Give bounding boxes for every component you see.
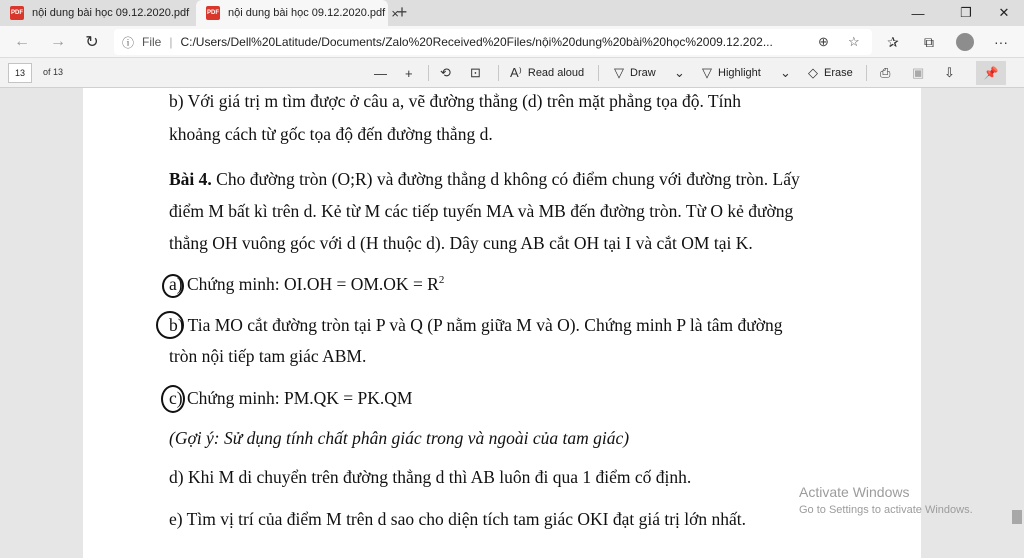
favorites-icon[interactable]: ✰ bbox=[887, 33, 899, 50]
fit-page-button[interactable] bbox=[470, 63, 487, 83]
rotate-icon: ⟲ bbox=[440, 65, 451, 80]
pdf-file-icon: PDF bbox=[10, 6, 24, 20]
avatar[interactable] bbox=[956, 33, 974, 51]
doc-line: d) Khi M di chuyển trên đường thẳng d thì AB luôn đi qua 1 điểm cố định. bbox=[169, 467, 692, 487]
draw-label: Draw bbox=[630, 67, 656, 79]
vertical-scrollbar[interactable] bbox=[1010, 88, 1024, 544]
read-aloud-label: Read aloud bbox=[527, 67, 585, 79]
toolbar-divider bbox=[598, 65, 599, 81]
erase-label: Erase bbox=[824, 67, 853, 79]
item-marker: c) bbox=[169, 388, 183, 408]
read-aloud-button[interactable] bbox=[510, 63, 584, 83]
scrollbar-thumb[interactable] bbox=[1012, 510, 1022, 524]
page-number-input[interactable]: 13 bbox=[8, 63, 32, 83]
refresh-button[interactable]: ↻ bbox=[85, 34, 99, 51]
pin-toolbar-button[interactable] bbox=[976, 61, 1006, 85]
fit-page-icon: ⊡ bbox=[470, 65, 481, 80]
item-text: Chứng minh: OI.OH = OM.OK = R bbox=[186, 274, 439, 294]
doc-line: tròn nội tiếp tam giác ABM. bbox=[169, 346, 367, 366]
favorite-star-icon[interactable]: ☆ bbox=[848, 34, 860, 49]
restore-button[interactable]: ❐ bbox=[960, 5, 972, 20]
hint-line: (Gợi ý: Sử dụng tính chất phân giác trong và ngoài của tam giác) bbox=[169, 428, 630, 448]
item-marker: a) bbox=[169, 274, 183, 294]
scheme-label: File bbox=[142, 35, 162, 49]
plus-icon: + bbox=[405, 65, 413, 81]
tab-strip bbox=[0, 0, 1024, 26]
minimize-button[interactable]: — bbox=[911, 5, 925, 21]
pdf-file-icon: PDF bbox=[206, 6, 220, 20]
doc-line: b) Với giá trị m tìm được ở câu a, vẽ đường thẳng (d) trên mặt phẳng tọa độ. Tính bbox=[169, 91, 741, 111]
toolbar-divider bbox=[428, 65, 429, 81]
save-button[interactable] bbox=[912, 63, 930, 83]
menu-button[interactable]: ··· bbox=[994, 34, 1008, 50]
rotate-button[interactable] bbox=[440, 63, 457, 83]
save-as-icon: ⇩ bbox=[944, 65, 955, 80]
read-aloud-icon: A⁾ bbox=[510, 65, 522, 80]
back-button[interactable]: ← bbox=[14, 33, 30, 50]
draw-button[interactable] bbox=[614, 63, 656, 83]
superscript: 2 bbox=[438, 274, 445, 287]
minus-icon: — bbox=[374, 65, 387, 81]
highlight-label: Highlight bbox=[718, 67, 761, 79]
doc-line: khoảng cách từ gốc tọa độ đến đường thẳng d. bbox=[169, 124, 493, 144]
doc-line: điểm M bất kì trên d. Kẻ từ M các tiếp tuyến MA và MB đến đường tròn. Từ O kẻ đường bbox=[169, 201, 794, 221]
printer-icon: ⎙ bbox=[880, 65, 891, 80]
tab-2-active[interactable] bbox=[196, 0, 399, 26]
print-button[interactable] bbox=[880, 63, 896, 83]
exercise-label: Bài 4. bbox=[169, 169, 212, 189]
close-window-button[interactable]: ✕ bbox=[998, 5, 1010, 20]
address-bar bbox=[0, 26, 1024, 58]
exercise-text: Cho đường tròn (O;R) và đường thẳng d không có điểm chung với đường tròn. Lấy bbox=[211, 169, 800, 189]
tab-title: nội dung bài học 09.12.2020.pdf bbox=[32, 7, 190, 19]
pdf-viewer[interactable] bbox=[0, 88, 1024, 544]
tab-1[interactable] bbox=[0, 0, 195, 26]
chevron-down-icon: ⌄ bbox=[674, 65, 685, 80]
doc-line bbox=[169, 315, 783, 336]
collections-icon[interactable]: ⧉ bbox=[924, 33, 934, 50]
item-text: Chứng minh: PM.QK = PK.QM bbox=[186, 388, 413, 408]
forward-button[interactable]: → bbox=[50, 33, 66, 50]
item-marker: b) bbox=[169, 315, 184, 335]
erase-button[interactable] bbox=[808, 63, 853, 83]
url-separator: | bbox=[169, 35, 173, 49]
pin-icon: 📌 bbox=[983, 66, 999, 80]
doc-line bbox=[169, 169, 800, 190]
toolbar-divider bbox=[866, 65, 867, 81]
draw-pen-icon: ▽ bbox=[614, 65, 624, 80]
save-as-button[interactable] bbox=[944, 63, 961, 83]
pdf-toolbar bbox=[0, 58, 1024, 88]
pdf-page bbox=[83, 88, 921, 558]
save-icon: ▣ bbox=[912, 65, 925, 80]
close-icon[interactable]: × bbox=[391, 5, 399, 21]
doc-line: thẳng OH vuông góc với d (H thuộc d). Dây cung AB cắt OH tại I và cắt OM tại K. bbox=[169, 233, 753, 253]
zoom-in-button[interactable] bbox=[405, 63, 419, 83]
tab-title: nội dung bài học 09.12.2020.pdf bbox=[228, 7, 386, 19]
info-icon[interactable]: ⓘ bbox=[121, 35, 134, 50]
doc-line: e) Tìm vị trí của điểm M trên d sao cho diện tích tam giác OKI đạt giá trị lớn nhất. bbox=[169, 509, 747, 529]
url-field[interactable] bbox=[114, 29, 872, 55]
doc-line bbox=[169, 388, 413, 409]
url-text[interactable]: C:/Users/Dell%20Latitude/Documents/Zalo%20Received%20Files/nội%20dung%20bài%20học%2009.12.202... bbox=[180, 35, 773, 49]
watermark-title: Activate Windows bbox=[799, 484, 910, 500]
zoom-icon[interactable]: ⊕ bbox=[818, 34, 829, 49]
eraser-icon: ◇ bbox=[808, 65, 818, 80]
highlight-button[interactable] bbox=[702, 63, 761, 83]
chevron-down-icon: ⌄ bbox=[780, 65, 791, 80]
draw-options-dropdown[interactable] bbox=[674, 63, 691, 83]
toolbar-divider bbox=[498, 65, 499, 81]
doc-line bbox=[169, 274, 444, 295]
new-tab-button[interactable]: + bbox=[396, 2, 408, 22]
watermark-subtitle: Go to Settings to activate Windows. bbox=[799, 504, 973, 516]
page-count: of 13 bbox=[43, 67, 64, 77]
item-text: Tia MO cắt đường tròn tại P và Q (P nằm giữa M và O). Chứng minh P là tâm đường bbox=[187, 315, 783, 335]
highlight-options-dropdown[interactable] bbox=[780, 63, 797, 83]
activate-windows-watermark bbox=[799, 484, 973, 516]
zoom-out-button[interactable] bbox=[374, 63, 393, 83]
highlighter-icon: ▽ bbox=[702, 65, 712, 80]
